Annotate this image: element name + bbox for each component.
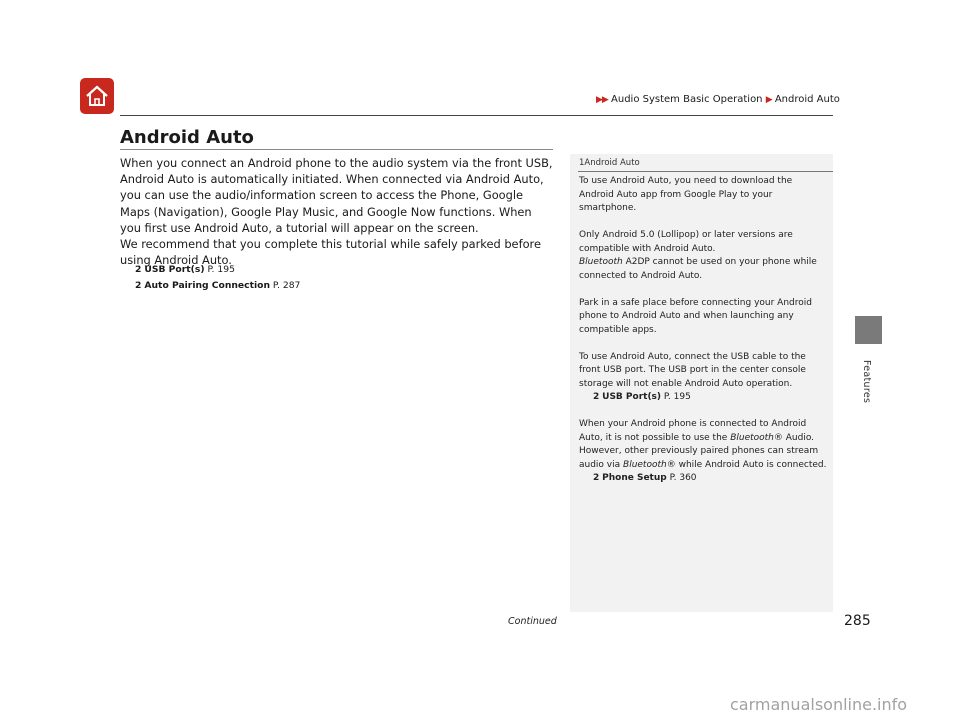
header-divider [120, 115, 833, 116]
xref-label: Auto Pairing Connection [144, 280, 270, 291]
breadcrumb-arrow-icon: ▶ [765, 95, 772, 105]
reference-arrow-icon: 2 [593, 392, 600, 402]
note: Only Android 5.0 (Lollipop) or later versions are compatible with Android Auto. Bluetooth A2DP cannot be used on your phone while connected to Android Auto. [579, 230, 817, 281]
paragraph: We recommend that you complete this tutorial while safely parked before using Android Auto. [120, 237, 541, 268]
page-title: Android Auto [120, 127, 254, 148]
xref-page: P. 195 [207, 264, 235, 275]
home-icon[interactable] [80, 78, 114, 114]
note: To use Android Auto, connect the USB cable to the front USB port. The USB port in the center console storage will not enable Android Auto operation. 2 USB Port(s) P. 195 [579, 351, 827, 405]
reference-arrow-icon: 2 [593, 473, 600, 483]
continued-label: Continued [508, 616, 557, 627]
note: Park in a safe place before connecting your Android phone to Android Auto and when launching any compatible apps. [579, 297, 812, 335]
breadcrumb-item[interactable]: Audio System Basic Operation [611, 94, 763, 105]
chapter-tab-label: Features [861, 360, 872, 404]
xref-label: USB Port(s) [144, 264, 205, 275]
paragraph: When you connect an Android phone to the audio system via the front USB, Android Auto is automatically initiated. When connected via Android Auto, you can use the audio/information screen to access the Phone, Google Maps (Navigation), Google Play Music, and Google Now functions. When you first use Android Auto, a tutorial will appear on the screen. [120, 156, 553, 235]
note-marker-icon: 1 [579, 158, 585, 168]
page-number: 285 [844, 613, 871, 629]
reference-arrow-icon: 2 [135, 280, 142, 291]
breadcrumb [596, 94, 840, 105]
cross-reference-link[interactable] [135, 264, 235, 275]
sidebar-divider [578, 171, 833, 172]
title-divider [120, 149, 553, 150]
cross-reference-link[interactable]: 2 USB Port(s) P. 195 [593, 392, 691, 402]
breadcrumb-item[interactable]: Android Auto [774, 94, 840, 105]
notes-sidebar [570, 154, 833, 612]
chapter-tab[interactable] [855, 316, 882, 344]
note: To use Android Auto, you need to download the Android Auto app from Google Play to your smartphone. [579, 176, 793, 213]
sidebar-notes [579, 175, 827, 499]
xref-page: P. 287 [272, 280, 301, 291]
breadcrumb-arrow-icon: ▶▶ [596, 95, 608, 105]
cross-reference-link[interactable]: 2 Phone Setup P. 360 [593, 473, 697, 483]
reference-arrow-icon: 2 [135, 264, 142, 275]
watermark: carmanualsonline.info [730, 695, 908, 714]
cross-reference-link[interactable] [135, 280, 300, 291]
note: When your Android phone is connected to Android Auto, it is not possible to use the Bluetooth® Audio. However, other previously paired phones can stream audio via Bluetooth® while Android Auto is connected. 2 Phone Setup P. 360 [579, 418, 827, 486]
main-body [120, 155, 556, 268]
house-icon [84, 84, 110, 108]
sidebar-heading: 1Android Auto [579, 158, 640, 168]
